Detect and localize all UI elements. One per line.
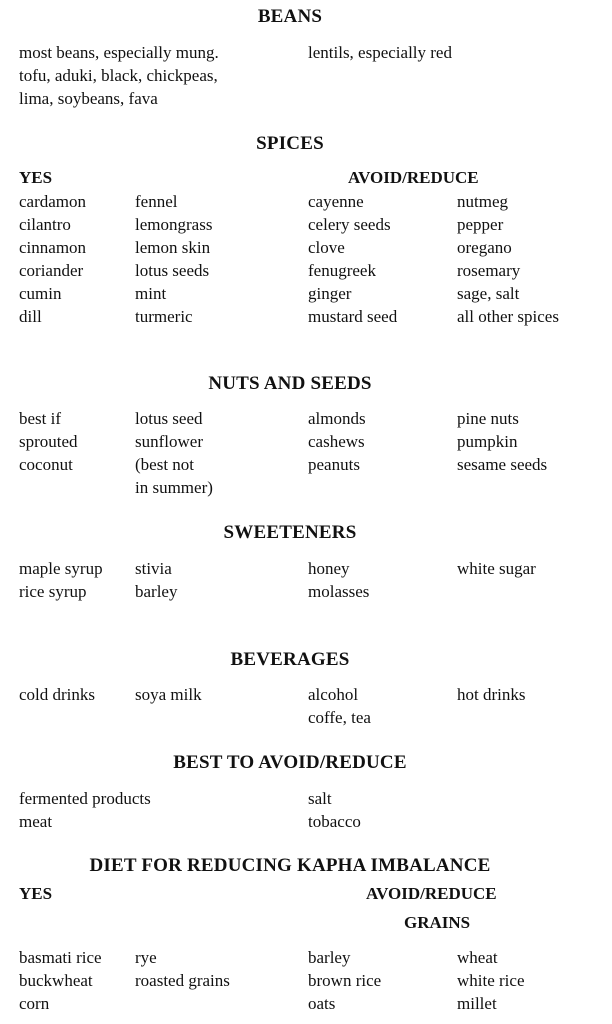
- list-item: cashews: [308, 432, 365, 451]
- kapha-yes-label: YES: [19, 884, 53, 903]
- list-item: turmeric: [135, 307, 193, 326]
- kapha-grains-label: GRAINS: [404, 913, 471, 932]
- list-item: sunflower: [135, 432, 203, 451]
- kapha-column-1: [19, 946, 102, 1015]
- list-item: rice syrup: [19, 582, 87, 601]
- sweeteners-column-4: [457, 557, 536, 580]
- list-item: maple syrup: [19, 559, 103, 578]
- list-item: tobacco: [308, 812, 361, 831]
- list-item: mustard seed: [308, 307, 398, 326]
- list-item: lemongrass: [135, 215, 213, 234]
- list-item: white sugar: [457, 559, 536, 578]
- list-item: wheat: [457, 948, 498, 967]
- list-item: sage, salt: [457, 284, 520, 303]
- list-item: stivia: [135, 559, 172, 578]
- sweeteners-column-1: [19, 557, 103, 603]
- list-item: hot drinks: [457, 685, 526, 704]
- list-item: coriander: [19, 261, 84, 280]
- beverages-heading: BEVERAGES: [230, 649, 350, 670]
- spices-column-4: [457, 190, 559, 328]
- list-item: lentils, especially red: [308, 43, 452, 62]
- list-item: celery seeds: [308, 215, 391, 234]
- list-item: buckwheat: [19, 971, 93, 990]
- list-item: cold drinks: [19, 685, 96, 704]
- list-item: peanuts: [308, 455, 360, 474]
- list-item: all other spices: [457, 307, 559, 326]
- list-item: most beans, especially mung.: [19, 43, 219, 62]
- list-item: rye: [135, 948, 157, 967]
- list-item: barley: [135, 582, 178, 601]
- list-item: lotus seed: [135, 409, 203, 428]
- list-item: cumin: [19, 284, 62, 303]
- spices-column-1: [19, 190, 86, 328]
- best-avoid-column-1: [19, 787, 151, 833]
- list-item: alcohol: [308, 685, 359, 704]
- spices-column-2: [135, 190, 212, 328]
- beans-heading: BEANS: [257, 6, 323, 27]
- list-item: roasted grains: [135, 971, 230, 990]
- nuts-column-1: [19, 407, 78, 476]
- spices-avoid-label: AVOID/REDUCE: [348, 168, 479, 187]
- list-item: best if: [19, 409, 62, 428]
- list-item: pepper: [457, 215, 504, 234]
- sweeteners-heading: SWEETENERS: [223, 522, 357, 543]
- list-item: lemon skin: [135, 238, 211, 257]
- nuts-heading: NUTS AND SEEDS: [208, 373, 372, 394]
- list-item: cinnamon: [19, 238, 87, 257]
- list-item: dill: [19, 307, 42, 326]
- kapha-heading: DIET FOR REDUCING KAPHA IMBALANCE: [89, 855, 491, 876]
- list-item: meat: [19, 812, 53, 831]
- list-item: millet: [457, 994, 497, 1013]
- beans-column-1: [19, 41, 219, 110]
- list-item: basmati rice: [19, 948, 102, 967]
- list-item: sprouted: [19, 432, 78, 451]
- spices-column-3: [308, 190, 397, 328]
- beverages-column-2: [135, 683, 202, 706]
- list-item: fenugreek: [308, 261, 376, 280]
- list-item: coconut: [19, 455, 73, 474]
- nuts-column-2: [135, 407, 213, 499]
- list-item: soya milk: [135, 685, 202, 704]
- spices-heading: SPICES: [256, 133, 324, 154]
- beverages-column-1: [19, 683, 95, 706]
- list-item: pumpkin: [457, 432, 518, 451]
- list-item: corn: [19, 994, 50, 1013]
- list-item: salt: [308, 789, 332, 808]
- nuts-column-3: [308, 407, 366, 476]
- beans-column-3: [308, 41, 452, 64]
- list-item: barley: [308, 948, 351, 967]
- kapha-avoid-label: AVOID/REDUCE: [366, 884, 497, 903]
- list-item: cilantro: [19, 215, 71, 234]
- list-item: white rice: [457, 971, 525, 990]
- list-item: in summer): [135, 478, 213, 497]
- beverages-column-3: [308, 683, 371, 729]
- list-item: fennel: [135, 192, 178, 211]
- beverages-column-4: [457, 683, 525, 706]
- list-item: pine nuts: [457, 409, 519, 428]
- list-item: mint: [135, 284, 167, 303]
- list-item: almonds: [308, 409, 366, 428]
- list-item: brown rice: [308, 971, 382, 990]
- list-item: clove: [308, 238, 345, 257]
- list-item: rosemary: [457, 261, 521, 280]
- sweeteners-column-3: [308, 557, 369, 603]
- sweeteners-column-2: [135, 557, 177, 603]
- list-item: lima, soybeans, fava: [19, 89, 158, 108]
- best-avoid-heading: BEST TO AVOID/REDUCE: [173, 752, 407, 773]
- best-avoid-column-3: [308, 787, 361, 833]
- nuts-column-4: [457, 407, 547, 476]
- list-item: molasses: [308, 582, 370, 601]
- list-item: oregano: [457, 238, 512, 257]
- list-item: coffe, tea: [308, 708, 371, 727]
- list-item: (best not: [135, 455, 195, 474]
- list-item: oats: [308, 994, 336, 1013]
- list-item: honey: [308, 559, 350, 578]
- spices-yes-label: YES: [19, 168, 53, 187]
- list-item: fermented products: [19, 789, 151, 808]
- list-item: lotus seeds: [135, 261, 210, 280]
- kapha-column-3: [308, 946, 381, 1015]
- list-item: tofu, aduki, black, chickpeas,: [19, 66, 218, 85]
- list-item: sesame seeds: [457, 455, 548, 474]
- list-item: nutmeg: [457, 192, 508, 211]
- list-item: cayenne: [308, 192, 364, 211]
- kapha-column-4: [457, 946, 525, 1015]
- list-item: cardamon: [19, 192, 87, 211]
- kapha-column-2: [135, 946, 230, 992]
- list-item: ginger: [308, 284, 352, 303]
